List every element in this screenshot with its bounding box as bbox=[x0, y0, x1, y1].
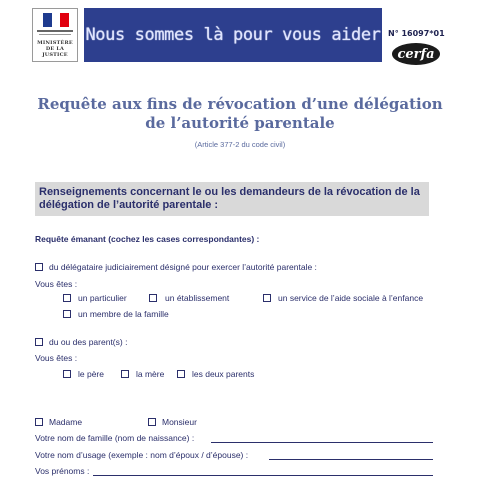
form-number: N° 16097*01 bbox=[388, 29, 445, 38]
madame-checkbox[interactable] bbox=[35, 418, 43, 426]
prenoms-label: Vos prénoms : bbox=[35, 466, 90, 476]
parents-label: du ou des parent(s) : bbox=[49, 337, 128, 347]
mere-checkbox[interactable] bbox=[121, 370, 129, 378]
nom-famille-label: Votre nom de famille (nom de naissance) : bbox=[35, 433, 195, 443]
logo-divider-thin bbox=[39, 34, 71, 35]
nom-famille-field[interactable] bbox=[211, 441, 433, 443]
nom-usage-field[interactable] bbox=[269, 458, 433, 460]
section-header: Renseignements concernant le ou les demandeurs de la révocation de la délégation de l’autorité parentale : bbox=[35, 182, 429, 216]
flag-red-band bbox=[60, 13, 69, 27]
particulier-label: un particulier bbox=[78, 293, 127, 303]
deux-parents-label: les deux parents bbox=[192, 369, 255, 379]
delegataire-label: du délégataire judiciairement désigné pour exercer l’autorité parentale : bbox=[49, 262, 317, 272]
request-label: Requête émanant (cochez les cases correspondantes) : bbox=[35, 234, 260, 244]
ministry-name: MINISTÈRE DE LA JUSTICE bbox=[37, 40, 73, 58]
mere-label: la mère bbox=[136, 369, 165, 379]
vous-etes-label-2: Vous êtes : bbox=[35, 353, 78, 363]
vous-etes-label-1: Vous êtes : bbox=[35, 279, 78, 289]
parents-checkbox[interactable] bbox=[35, 338, 43, 346]
nom-usage-label: Votre nom d’usage (exemple : nom d’époux / d’épouse) : bbox=[35, 450, 249, 460]
flag-white-band bbox=[52, 13, 61, 27]
ministry-logo bbox=[32, 8, 78, 62]
monsieur-checkbox[interactable] bbox=[148, 418, 156, 426]
logo-divider bbox=[37, 30, 73, 32]
page-subtitle: (Article 377-2 du code civil) bbox=[194, 140, 286, 149]
pere-label: le père bbox=[78, 369, 104, 379]
service-ase-checkbox[interactable] bbox=[263, 294, 271, 302]
etablissement-checkbox[interactable] bbox=[149, 294, 157, 302]
cerfa-logo: cerfa bbox=[392, 43, 440, 65]
flag-blue-band bbox=[43, 13, 52, 27]
service-ase-label: un service de l’aide sociale à l’enfance bbox=[278, 293, 424, 303]
membre-famille-label: un membre de la famille bbox=[78, 309, 169, 319]
page-title: Requête aux fins de révocation d’une délégation de l’autorité parentale bbox=[37, 95, 443, 132]
monsieur-label: Monsieur bbox=[162, 417, 197, 427]
delegataire-checkbox[interactable] bbox=[35, 263, 43, 271]
etablissement-label: un établissement bbox=[165, 293, 230, 303]
deux-parents-checkbox[interactable] bbox=[177, 370, 185, 378]
pere-checkbox[interactable] bbox=[63, 370, 71, 378]
membre-famille-checkbox[interactable] bbox=[63, 310, 71, 318]
prenoms-field[interactable] bbox=[93, 474, 433, 476]
french-flag-icon bbox=[43, 13, 69, 27]
help-banner: Nous sommes là pour vous aider bbox=[84, 8, 382, 62]
particulier-checkbox[interactable] bbox=[63, 294, 71, 302]
madame-label: Madame bbox=[49, 417, 83, 427]
